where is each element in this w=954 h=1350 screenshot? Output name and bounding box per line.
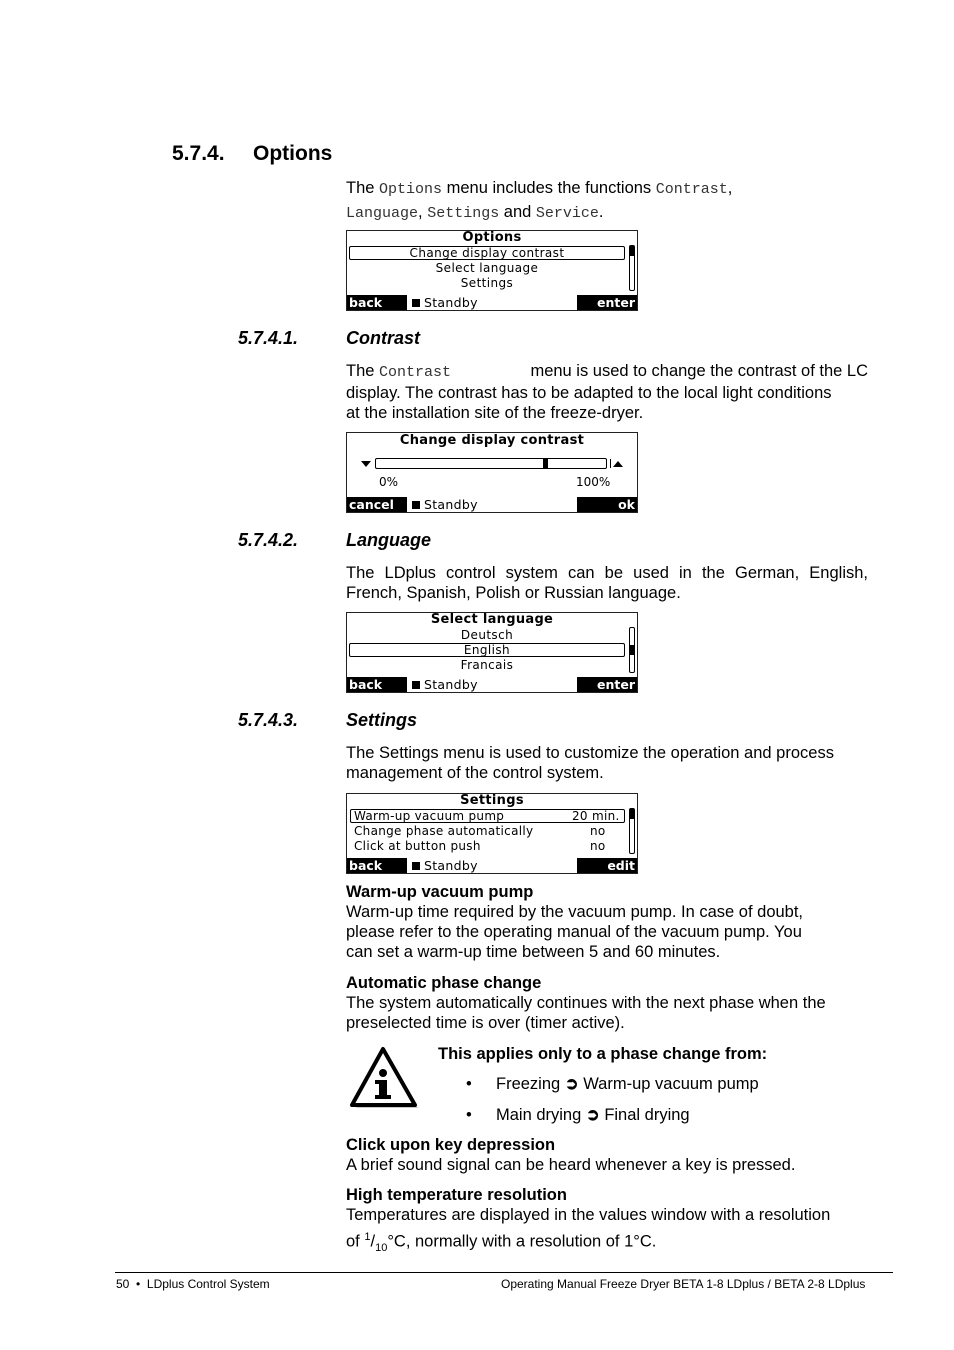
hightemp-block: High temperature resolution Temperatures are displayed in the values window with a resolution of $^1/_{10}^\circ C$, normally with a resolution of 1°C. — [346, 1185, 876, 1258]
footer-divider — [115, 1272, 893, 1273]
subsection-title: Language — [346, 530, 432, 550]
lcd-options-screen — [346, 230, 638, 311]
subsection-number: 5.7.4.2. — [238, 530, 299, 550]
lcd-menu-item[interactable]: Change display contrast — [349, 246, 625, 260]
standby-square-icon — [412, 681, 420, 689]
info-triangle-icon — [348, 1046, 420, 1112]
lcd-scrollbar — [629, 245, 635, 291]
lcd-enter-button[interactable]: enter — [577, 677, 637, 692]
footer-right: Operating Manual Freeze Dryer BETA 1-8 LDplus / BETA 2-8 LDplus — [501, 1277, 866, 1291]
slider-end-tick — [610, 459, 611, 468]
lcd-title: Options — [462, 230, 522, 245]
auto-phase-block: Automatic phase change The system automatically continues with the next phase when the preselected time is over (timer active). — [346, 973, 876, 1033]
subsection-number: 5.7.4.1. — [238, 328, 299, 348]
warmup-heading: Warm-up vacuum pump — [346, 883, 534, 901]
triangle-down-icon[interactable] — [361, 461, 371, 467]
lcd-scrollbar — [629, 808, 635, 854]
subsection-number: 5.7.4.3. — [238, 710, 299, 730]
lcd-menu-item[interactable]: Select language — [435, 261, 539, 275]
lcd-setting-row[interactable]: Change phase automatically no — [354, 824, 606, 838]
contrast-slider[interactable] — [375, 458, 607, 469]
standby-square-icon — [412, 501, 420, 509]
lcd-menu-item[interactable]: English — [349, 643, 625, 657]
lcd-enter-button[interactable]: enter — [577, 295, 637, 310]
lcd-settings-screen — [346, 793, 638, 874]
lcd-edit-button[interactable]: edit — [577, 858, 637, 873]
click-heading: Click upon key depression — [346, 1136, 556, 1154]
lcd-title: Change display contrast — [399, 433, 585, 448]
lcd-status: Standby — [409, 497, 478, 512]
arrow-right-icon: ➲ — [564, 1075, 579, 1093]
warmup-block: Warm-up vacuum pump Warm-up time required by the vacuum pump. In case of doubt, please refer to the operating manual of the vacuum pump. You can set a warm-up time between 5 and 60 minutes. — [346, 882, 876, 962]
standby-square-icon — [412, 862, 420, 870]
lcd-setting-row[interactable]: Warm-up vacuum pump 20 min. — [350, 809, 625, 823]
slider-thumb[interactable] — [543, 459, 548, 468]
lcd-ok-button[interactable]: ok — [577, 497, 637, 512]
contrast-max-label: 100% — [576, 475, 611, 489]
click-block: Click upon key depression A brief sound signal can be heard whenever a key is pressed. — [346, 1135, 876, 1175]
subsection-title: Settings — [346, 710, 418, 730]
lcd-status: Standby — [409, 858, 478, 873]
standby-square-icon — [412, 299, 420, 307]
footer-left: 50 • LDplus Control System — [116, 1277, 270, 1291]
section-title: Options — [253, 142, 333, 165]
contrast-paragraph: The Contrast menu is used to change the contrast of the LC display. The contrast has to be adapted to the local light conditions at the installation site of the freeze-dryer. — [346, 362, 868, 422]
lcd-title: Select language — [430, 612, 554, 627]
note-heading: This applies only to a phase change from: — [438, 1045, 768, 1063]
settings-paragraph: The Settings menu is used to customize the operation and process management of the control system. — [346, 744, 834, 782]
lcd-contrast-screen — [346, 432, 638, 513]
auto-phase-heading: Automatic phase change — [346, 974, 542, 992]
lcd-back-button[interactable]: back — [347, 677, 407, 692]
lcd-back-button[interactable]: back — [347, 295, 407, 310]
triangle-up-icon[interactable] — [613, 461, 623, 467]
section-number: 5.7.4. — [172, 142, 225, 165]
lcd-cancel-button[interactable]: cancel — [347, 497, 407, 512]
lcd-language-screen — [346, 612, 638, 693]
lcd-title: Settings — [460, 793, 524, 808]
hightemp-heading: High temperature resolution — [346, 1186, 567, 1204]
lcd-status: Standby — [409, 677, 478, 692]
contrast-min-label: 0% — [379, 475, 399, 489]
lcd-setting-row[interactable]: Click at button push no — [354, 839, 606, 853]
subsection-title: Contrast — [346, 328, 421, 348]
arrow-right-icon: ➲ — [585, 1106, 600, 1124]
lcd-menu-item[interactable]: Deutsch — [460, 628, 514, 642]
lcd-scrollbar — [629, 627, 635, 673]
lcd-menu-item[interactable]: Francais — [460, 658, 514, 672]
lcd-back-button[interactable]: back — [347, 858, 407, 873]
intro-paragraph: The Options menu includes the functions Contrast, Language, Settings and Service. — [346, 179, 733, 222]
lcd-menu-item[interactable]: Settings — [460, 276, 514, 290]
language-paragraph: The LDplus control system can be used in the German, English, French, Spanish, Polish or Russian language. — [346, 564, 868, 602]
lcd-status: Standby — [409, 295, 478, 310]
